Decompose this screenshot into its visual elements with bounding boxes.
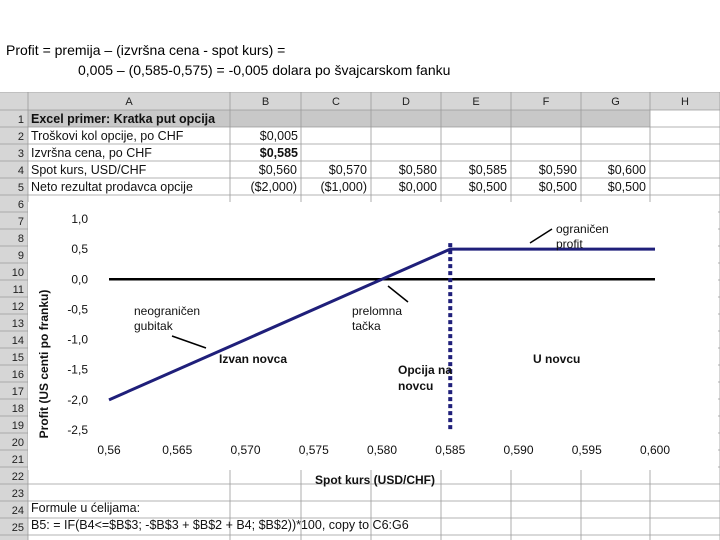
column-header-c[interactable]: C [332, 96, 340, 108]
row-header-4[interactable]: 4 [17, 165, 24, 177]
y-tick-label: -0,5 [67, 302, 88, 317]
annotation-unlimited-loss-1: neograničen [134, 304, 201, 318]
annotation-at-money-2: novcu [398, 379, 434, 393]
row-header-7[interactable]: 7 [17, 216, 24, 228]
headline-text [6, 40, 716, 80]
y-tick-label: 0,0 [71, 272, 88, 287]
net-result-cell: ($1,000) [320, 180, 367, 194]
spot-value-cell: $0,600 [607, 163, 646, 177]
column-header-f[interactable]: F [542, 96, 550, 108]
headline-line-2: 0,005 – (0,585-0,575) = -0,005 dolara po švajcarskom fanku [78, 62, 451, 78]
row-header-19[interactable]: 19 [11, 420, 24, 432]
annotation-in-money: U novcu [533, 352, 581, 366]
headline-line-1: Profit = premija – (izvršna cena - spot kurs) = [6, 42, 286, 58]
row-header-24[interactable]: 24 [11, 505, 24, 517]
x-axis-label: Spot kurs (USD/CHF) [315, 473, 435, 487]
row-header-10[interactable]: 10 [11, 267, 24, 279]
y-tick-label: -1,0 [67, 332, 88, 347]
x-tick-label: 0,565 [162, 443, 193, 457]
y-axis-label: Profit (US centi po franku) [37, 289, 51, 439]
row-header-13[interactable]: 13 [11, 318, 24, 330]
x-tick-label: 0,570 [230, 443, 261, 457]
column-header-g[interactable]: G [611, 96, 620, 108]
y-tick-label: 0,5 [71, 242, 88, 257]
spot-value-cell: $0,570 [328, 163, 367, 177]
payoff-chart [28, 202, 718, 487]
formula-text: B5: = IF(B4<=$B$3; -$B$3 + $B$2 + B4; $B$2))*100, copy to C6:G6 [31, 518, 409, 532]
row-header-22[interactable]: 22 [11, 471, 24, 483]
row-header-25[interactable]: 25 [11, 522, 24, 534]
row-header-23[interactable]: 23 [11, 488, 24, 500]
x-tick-label: 0,590 [503, 443, 534, 457]
row-header-1[interactable]: 1 [17, 114, 24, 126]
row-header-14[interactable]: 14 [11, 335, 24, 347]
spot-value-cell: $0,580 [398, 163, 437, 177]
y-tick-label: -1,5 [67, 362, 88, 377]
annotation-at-money-1: Opcija na [398, 363, 453, 377]
row-header-9[interactable]: 9 [17, 250, 24, 262]
annotation-break-even-2: tačka [352, 319, 381, 333]
row-header-18[interactable]: 18 [11, 403, 24, 415]
row-header-16[interactable]: 16 [11, 369, 24, 381]
x-tick-label: 0,580 [366, 443, 398, 457]
y-tick-label: 1,0 [71, 212, 88, 226]
net-result-label: Neto rezultat prodavca opcije [31, 180, 193, 194]
net-result-cell: $0,500 [468, 180, 507, 194]
annotation-limited-profit-2: profit [556, 237, 583, 251]
y-tick-label: -2,0 [67, 392, 88, 407]
strike-label: Izvršna cena, po CHF [31, 146, 152, 160]
row-header-17[interactable]: 17 [11, 386, 24, 398]
row-header-5[interactable]: 5 [17, 182, 24, 194]
annotation-limited-profit-1: ograničen [556, 222, 609, 236]
x-tick-label: 0,575 [298, 443, 329, 457]
row-header-11[interactable]: 11 [12, 284, 24, 296]
spot-value-cell: $0,585 [468, 163, 507, 177]
row-header-8[interactable]: 8 [17, 233, 24, 245]
spot-label: Spot kurs, USD/CHF [31, 163, 147, 177]
strike-value: $0,585 [259, 146, 298, 160]
spot-value-cell: $0,560 [258, 163, 297, 177]
formula-heading: Formule u ćelijama: [31, 501, 141, 515]
net-result-cell: $0,500 [538, 180, 577, 194]
row-header-6[interactable]: 6 [17, 199, 24, 211]
table-title: Excel primer: Kratka put opcija [31, 112, 216, 126]
premium-label: Troškovi kol opcije, po CHF [31, 129, 184, 143]
column-header-e[interactable]: E [472, 96, 480, 108]
net-result-values [250, 180, 646, 194]
column-header-d[interactable]: D [402, 96, 410, 108]
row-header-12[interactable]: 12 [11, 301, 24, 313]
column-header-h[interactable]: H [681, 96, 689, 108]
spot-values [259, 163, 646, 177]
net-result-cell: $0,500 [607, 180, 646, 194]
y-tick-label: -2,5 [67, 423, 88, 437]
x-tick-label: 0,585 [435, 443, 466, 457]
row-header-2[interactable]: 2 [17, 131, 24, 143]
spot-value-cell: $0,590 [538, 163, 577, 177]
spreadsheet [0, 92, 720, 540]
x-tick-label: 0,600 [639, 443, 671, 457]
premium-value: $0,005 [259, 129, 298, 143]
annotation-unlimited-loss-2: gubitak [134, 319, 173, 333]
x-tick-labels [97, 443, 670, 457]
net-result-cell: ($2,000) [250, 180, 297, 194]
row-header-21[interactable]: 21 [11, 454, 24, 466]
x-tick-label: 0,595 [571, 443, 602, 457]
annotation-break-even-1: prelomna [352, 304, 403, 318]
net-result-cell: $0,000 [398, 180, 437, 194]
row-header-15[interactable]: 15 [11, 352, 24, 364]
chart-area [28, 202, 718, 470]
row-header-3[interactable]: 3 [17, 148, 24, 160]
annotation-out-of-money: Izvan novca [219, 352, 288, 366]
column-header-a[interactable]: A [125, 96, 133, 108]
x-tick-label: 0,56 [97, 443, 121, 457]
column-header-b[interactable]: B [261, 96, 270, 108]
row-header-20[interactable]: 20 [11, 437, 24, 449]
